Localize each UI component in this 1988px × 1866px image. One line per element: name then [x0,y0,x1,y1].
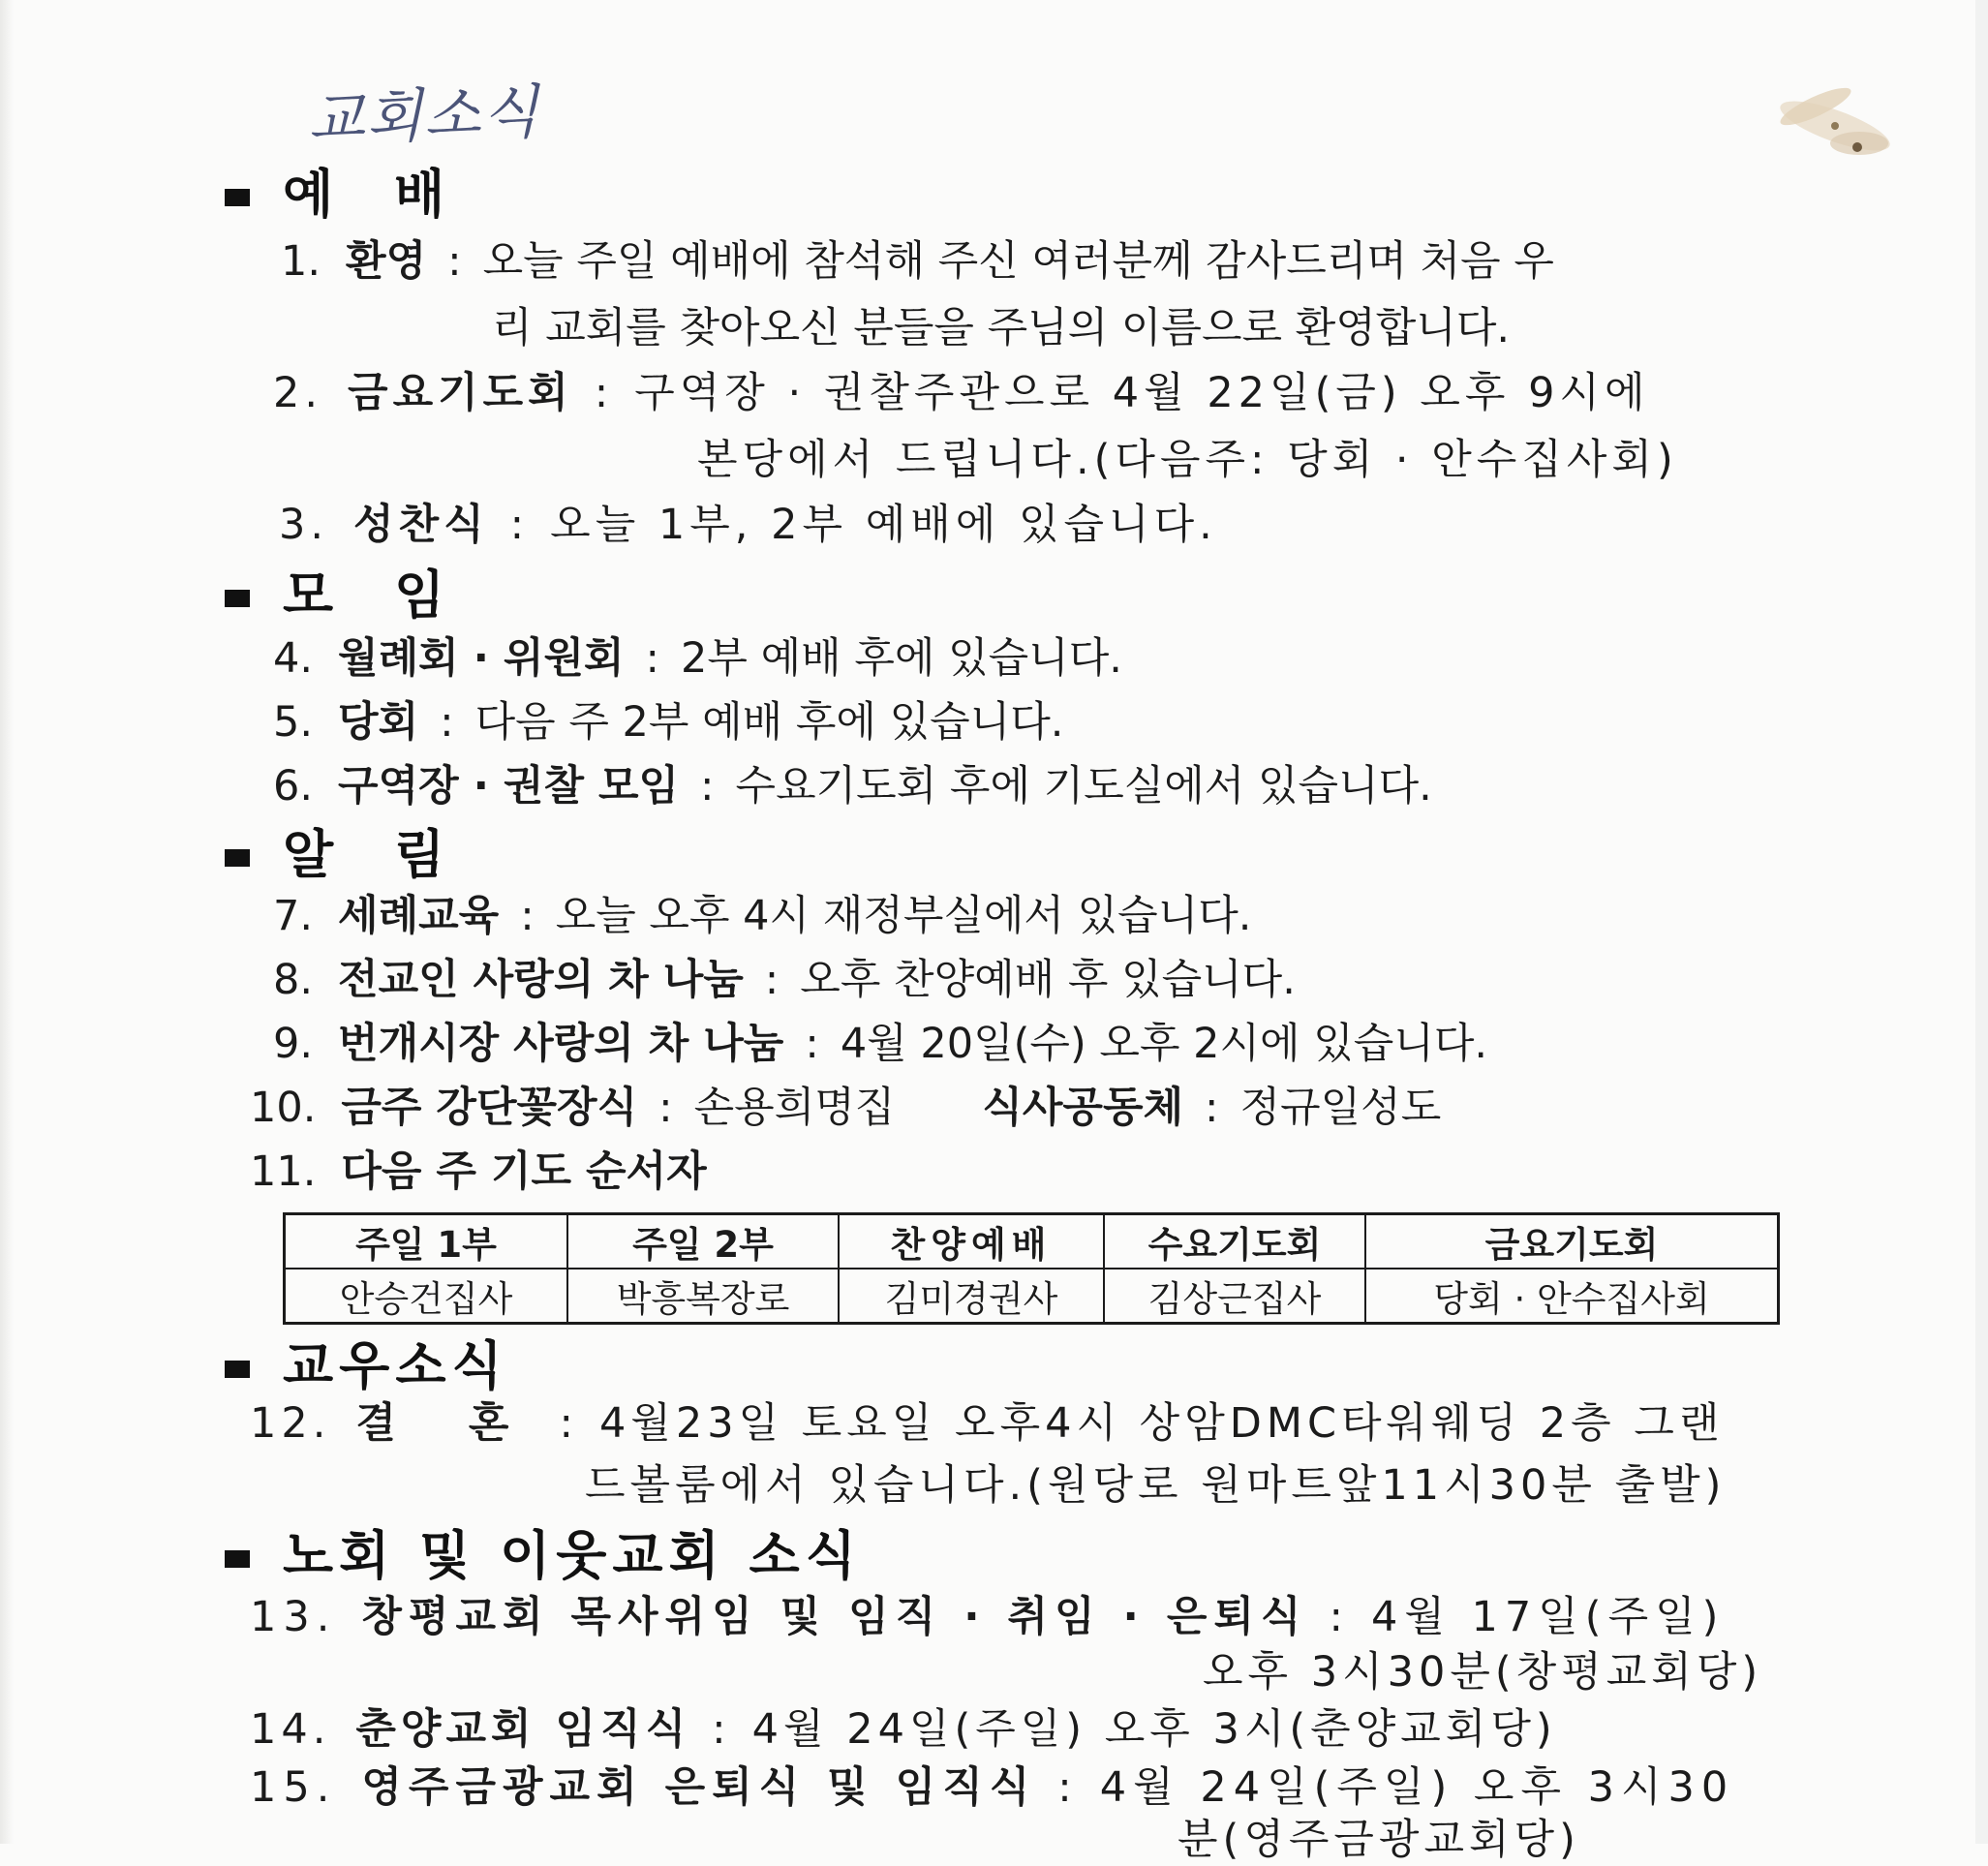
item-label: 결 혼 [355,1399,538,1448]
section-heading-meeting [225,554,466,628]
table-cell: 당회 · 안수집사회 [1365,1269,1779,1324]
item-text: 오늘 주일 예배에 참석해 주신 여러분께 감사드리며 처음 우 [482,237,1554,286]
section-heading-presbytery [225,1514,862,1589]
list-item [273,360,1650,419]
colon: : [1329,1593,1350,1641]
table-header-cell: 주일 2부 [567,1214,839,1269]
page-edge-right [1975,0,1988,1844]
section-label: 교우소식 [283,1335,508,1396]
item-label: 구역장 · 권찰 모임 [338,762,680,811]
table-cell: 김상근집사 [1104,1269,1365,1324]
item-label: 전교인 사랑의 차 나눔 [338,956,744,1004]
list-item [273,883,1251,942]
list-item-continuation: 분(영주금광교회당) [1178,1816,1580,1864]
flower-decoration [1743,68,1908,184]
item-number: 1. [281,237,321,286]
item-label: 성찬식 [353,501,489,549]
colon: : [440,698,454,747]
list-item [273,689,1063,749]
list-item [250,1697,1557,1756]
item-text: 2부 예배 후에 있습니다. [681,634,1122,683]
item-number: 8. [273,956,314,1004]
section-label: 예 배 [283,164,467,225]
list-item [250,1139,707,1198]
table-header-cell: 수요기도회 [1104,1214,1365,1269]
table-cell: 김미경권사 [839,1269,1104,1324]
item-label: 환영 [346,237,427,286]
item-text: 오늘 1부, 2부 예배에 있습니다. [550,501,1217,549]
table-cell: 안승건집사 [285,1269,568,1324]
item-text: 4월23일 토요일 오후4시 상암DMC타워웨딩 2층 그랜 [598,1399,1725,1448]
colon: : [1205,1084,1219,1132]
square-bullet-icon [225,590,250,607]
item-number: 12. [250,1399,331,1448]
item-label: 식사공동체 [982,1084,1184,1132]
list-item-continuation: 리 교회를 찾아오신 분들을 주님의 이름으로 환영합니다. [492,304,1511,352]
list-item [281,229,1554,288]
square-bullet-icon [225,189,250,206]
section-label: 모 임 [283,565,467,626]
item-text: 수요기도회 후에 기도실에서 있습니다. [735,762,1432,811]
item-label: 세례교육 [338,892,500,940]
item-text: 오늘 오후 4시 재정부실에서 있습니다. [555,892,1252,940]
page-edge [0,0,14,1844]
item-text: 손용희명집 [693,1084,896,1132]
square-bullet-icon [225,1550,250,1568]
item-label: 번개시장 사랑의 차 나눔 [338,1020,784,1068]
section-label: 노회 및 이웃교회 소식 [283,1525,862,1586]
item-text: 오후 찬양예배 후 있습니다. [800,956,1296,1004]
list-item-continuation: 오후 3시30분(창평교회당) [1203,1648,1763,1697]
list-item [273,753,1432,812]
table-row [285,1269,1779,1324]
item-number: 6. [273,762,314,811]
item-text: 4월 24일(주일) 오후 3시(춘양교회당) [751,1705,1557,1754]
list-item [250,1584,1725,1643]
list-item [273,626,1122,685]
colon: : [700,762,715,811]
item-number: 15. [250,1763,337,1812]
item-number: 4. [273,634,314,683]
colon: : [559,1399,578,1448]
item-text: 4월 17일(주일) [1370,1593,1726,1641]
item-text: 다음 주 2부 예배 후에 있습니다. [474,698,1064,747]
table-header-cell: 주일 1부 [285,1214,568,1269]
item-number: 10. [250,1084,317,1132]
section-label: 알 림 [283,824,467,885]
colon: : [1057,1763,1079,1812]
colon: : [447,237,462,286]
item-text: 4월 20일(수) 오후 2시에 있습니다. [840,1020,1488,1068]
item-text: 4월 24일(주일) 오후 3시30 [1099,1763,1735,1812]
colon: : [594,369,614,417]
table-header-row [285,1214,1779,1269]
colon: : [658,1084,673,1132]
item-number: 11. [250,1147,317,1196]
page-title: 교회소식 [307,77,542,155]
item-label: 영주금광교회 은퇴식 및 임직식 [361,1763,1037,1812]
section-heading-worship [225,153,466,228]
table-header-cell: 찬양예배 [839,1214,1104,1269]
colon: : [805,1020,819,1068]
table-header-cell: 금요기도회 [1365,1214,1779,1269]
item-label: 춘양교회 임직식 [355,1705,691,1754]
item-number: 13. [250,1593,337,1641]
item-label: 당회 [338,698,419,747]
colon: : [764,956,780,1004]
item-label: 월례회 · 위원회 [338,634,625,683]
item-label: 다음 주 기도 순서자 [341,1147,707,1196]
item-number: 14. [250,1705,331,1754]
colon: : [645,634,660,683]
colon: : [712,1705,731,1754]
list-item-continuation: 드볼룸에서 있습니다.(원당로 원마트앞11시30분 출발) [585,1461,1727,1510]
item-number: 3. [279,501,329,549]
item-number: 2. [273,369,323,417]
item-label: 금주 강단꽃장식 [341,1084,638,1132]
item-text: 정규일성도 [1239,1084,1442,1132]
prayer-schedule-table [283,1212,1780,1325]
item-label: 창평교회 목사위임 및 임직 · 취임 · 은퇴식 [361,1593,1308,1641]
section-heading-members [225,1325,508,1399]
list-item [250,1391,1724,1450]
colon: : [520,892,535,940]
item-text: 구역장 · 권찰주관으로 4월 22일(금) 오후 9시에 [634,369,1650,417]
list-item [250,1755,1734,1814]
item-label: 금요기도회 [348,369,573,417]
section-heading-notice [225,813,466,888]
list-item [250,1075,1441,1134]
list-item [273,1011,1487,1070]
item-number: 5. [273,698,314,747]
square-bullet-icon [225,849,250,867]
list-item-continuation: 본당에서 드립니다.(다음주: 당회 · 안수집사회) [697,436,1678,484]
list-item [273,947,1296,1006]
item-number: 7. [273,892,314,940]
list-item [279,492,1217,551]
colon: : [509,501,530,549]
item-number: 9. [273,1020,314,1068]
square-bullet-icon [225,1361,250,1378]
table-cell: 박흥복장로 [567,1269,839,1324]
